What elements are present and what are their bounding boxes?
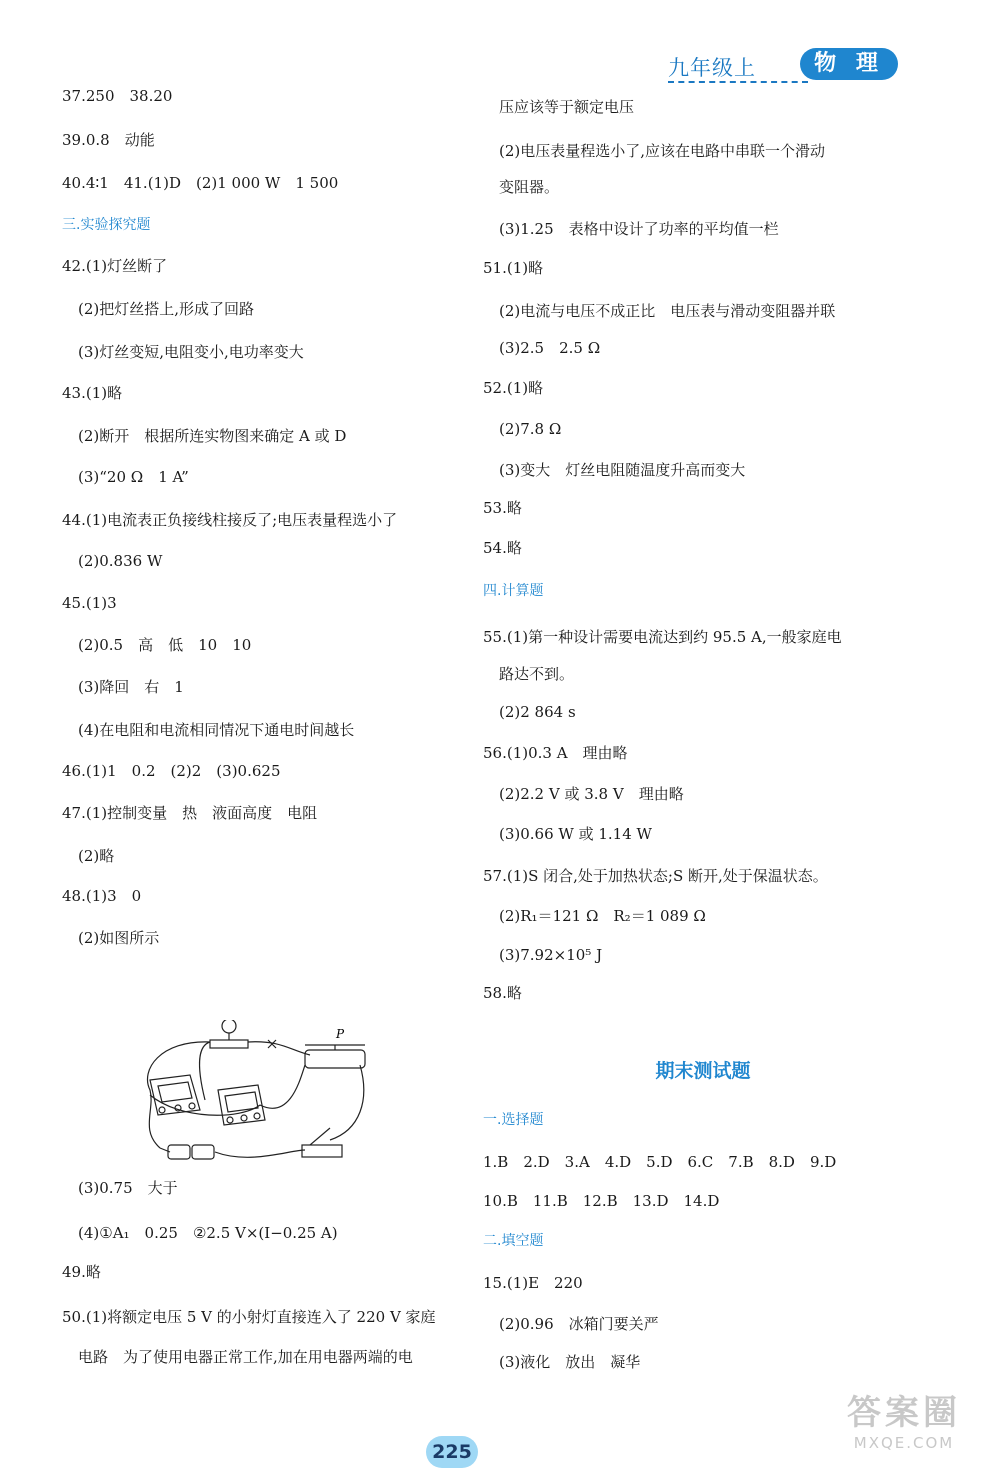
answer-line: (3)“20 Ω 1 A” [78,468,189,486]
answer-line: (2)断开 根据所连实物图来确定 A 或 D [78,427,347,445]
answer-line: 15.(1)E 220 [483,1274,583,1292]
answer-line: 56.(1)0.3 A 理由略 [483,744,628,762]
circuit-diagram [140,1020,380,1170]
answer-line: 53.略 [483,499,522,517]
answer-line: (2)0.836 W [78,552,163,570]
answer-line: (2)略 [78,847,115,865]
section-heading: 四.计算题 [483,583,544,599]
answer-line: 57.(1)S 闭合,处于加热状态;S 断开,处于保温状态。 [483,867,828,885]
section-heading: 一.选择题 [483,1112,544,1128]
answer-line: 1.B 2.D 3.A 4.D 5.D 6.C 7.B 8.D 9.D [483,1153,837,1171]
answer-line: (3)降回 右 1 [78,678,184,696]
watermark-url: MXQE.COM [853,1434,955,1452]
watermark [816,1392,992,1458]
answer-line: 45.(1)3 [62,594,117,612]
answer-line: 49.略 [62,1263,101,1281]
subject-badge: 物 理 [800,48,898,80]
slider-label: P [336,1027,345,1041]
answer-line: (2)0.5 高 低 10 10 [78,636,252,654]
answer-line: (3)1.25 表格中设计了功率的平均值一栏 [499,220,779,238]
answer-line: (2)7.8 Ω [499,420,562,438]
final-exam-title: 期末测试题 [655,1060,751,1082]
answer-line: (3)变大 灯丝电阻随温度升高而变大 [499,461,746,479]
answer-line: (2)R₁＝121 Ω R₂＝1 089 Ω [499,907,706,925]
answer-line: 37.250 38.20 [62,87,173,105]
answer-line: (2)2.2 V 或 3.8 V 理由略 [499,785,684,803]
section-heading: 三.实验探究题 [62,217,151,233]
answer-line: 44.(1)电流表正负接线柱接反了;电压表量程选小了 [62,511,398,529]
answer-line: (3)7.92×10⁵ J [499,946,603,964]
answer-line: 55.(1)第一种设计需要电流达到约 95.5 A,一般家庭电 [483,628,842,646]
answer-line: (3)0.66 W 或 1.14 W [499,825,652,843]
answer-line: 路达不到。 [499,665,575,683]
answer-line: 48.(1)3 0 [62,887,142,905]
answer-line: 46.(1)1 0.2 (2)2 (3)0.625 [62,762,281,780]
answer-line: (2)0.96 冰箱门要关严 [499,1315,659,1333]
page-number: 225 [426,1436,478,1468]
answer-line: (2)2 864 s [499,703,576,721]
answer-line: 54.略 [483,539,522,557]
answer-line: 47.(1)控制变量 热 液面高度 电阻 [62,804,318,822]
answer-line: 42.(1)灯丝断了 [62,257,168,275]
answer-line: (4)在电阻和电流相同情况下通电时间越长 [78,721,355,739]
answer-line: 变阻器。 [499,178,560,196]
answer-line: (3)2.5 2.5 Ω [499,339,601,357]
answer-line: 50.(1)将额定电压 5 V 的小射灯直接连入了 220 V 家庭 [62,1308,436,1326]
header-rule [668,81,808,83]
answer-line: 压应该等于额定电压 [499,98,635,116]
grade-label: 九年级上 [668,56,756,80]
answer-line: 58.略 [483,984,522,1002]
answer-line: 10.B 11.B 12.B 13.D 14.D [483,1192,720,1210]
answer-line: (2)电流与电压不成正比 电压表与滑动变阻器并联 [499,302,836,320]
answer-line: (2)如图所示 [78,929,160,947]
section-heading: 二.填空题 [483,1233,544,1249]
answer-line: (3)液化 放出 凝华 [499,1353,641,1371]
answer-line: (2)把灯丝搭上,形成了回路 [78,300,255,318]
answer-line: 52.(1)略 [483,379,544,397]
answer-line: 40.4∶1 41.(1)D (2)1 000 W 1 500 [62,174,339,192]
answer-line: (4)①A₁ 0.25 ②2.5 V×(I−0.25 A) [78,1224,338,1242]
answer-line: (3)灯丝变短,电阻变小,电功率变大 [78,343,304,361]
answer-line: 51.(1)略 [483,259,544,277]
answer-line: 电路 为了使用电器正常工作,加在用电器两端的电 [78,1348,413,1366]
answer-line: 43.(1)略 [62,384,123,402]
watermark-text: 答案圈 [847,1393,961,1433]
answer-line: 39.0.8 动能 [62,131,155,149]
answer-line: (2)电压表量程选小了,应该在电路中串联一个滑动 [499,142,826,160]
answer-line: (3)0.75 大于 [78,1179,178,1197]
page-header [668,48,898,88]
